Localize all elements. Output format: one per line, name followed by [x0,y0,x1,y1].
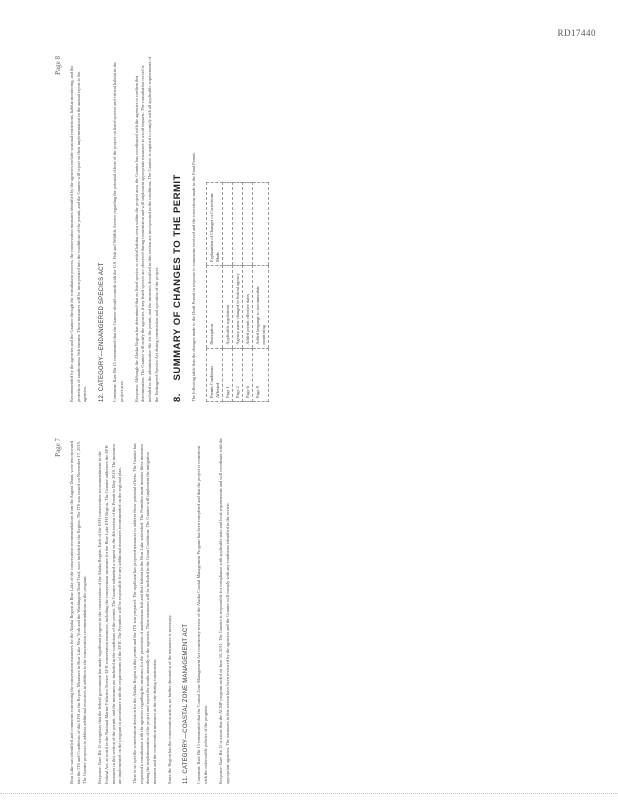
paragraph: Comment: Rare Bit 15 commented that the Grantee should consult with the U.S. Fish and Wildlife Service regarding the potential effects of the project on listed species and critical habitat in the project area. [112,62,124,402]
table-header-row [207,183,223,402]
table-row [243,183,253,402]
page-number: Page 7 [54,438,62,457]
paragraph: There is no specific conservation decision for the Alaska Region in this permit and the ITS was prepared. The applicant has proposed measures to address those potential effects. The Grantee has requested a consultation with the agencies regarding the measures for the protection of anadromous fish and their habitat in the Bear Lake watershed. The Permittee must monitor these measures during the implementation of the project and report the results annually to the agencies. These measures will be included in the Grant Conditions. The Grantee will implement the mitigation measures and the conservation measures at the site during construction. [131,443,158,784]
table-row [253,183,269,402]
paragraph: The following table lists the changes made to the Draft Permit in response to comments received and the corrections made in the Final Permit. [191,152,197,402]
rotated-page-spread [54,56,547,784]
table-cell: Agency name changed to federal agency [233,265,243,348]
table-cell: Added language to accommodate monitoring [253,265,269,348]
left-page [54,438,547,784]
table-row [233,183,243,402]
table-cell: Page 6 [243,348,253,401]
table-cell [253,183,269,266]
table-cell [233,183,243,266]
table-cell: Applicable regulations [223,265,233,348]
section-heading: 12. CATEGORY—ENDANGERED SPECIES ACT [99,262,106,402]
table-cell: Page 1 [223,348,233,401]
document-id: RD17440 [557,28,596,38]
right-page [54,56,547,402]
table-cell [243,183,253,266]
paragraph: Bear Lake was identified and comments concerning the conservation measures for the Alaska Region at Bear Lake of the conservation recommendations from the August Dunn, were incorporated into the ITS and Conditions of this EFH as the Report. Measures in Bear Lake New York and the Washington Road Trail, were included in the Region. The ITS was issued on November 17, 2019. The Grantee proposes to address additional resources in addition to the conservation recommendations in the program. [69,440,88,784]
table-header-cell: Description [207,265,223,348]
page-number: Page 8 [54,56,62,75]
changes-table [206,182,269,402]
section-heading: 11. CATEGORY—COASTAL ZONE MANAGEMENT ACT [183,623,190,784]
paragraph: Response: Rare Bit 15 is aware that the ACMP program ended on June 30, 2011. The Grantee is responsible for compliance with applicable state and local requirements and will coordinate with the appropriate agencies. The measures in this section have been reviewed by the agencies and the Grantee will comply with any conditions identified in the review. [217,438,230,784]
paragraph: Since the Region has the conservation action, no further discussion of the measures is necessary. [166,614,172,784]
table-cell: Page 2 [233,348,243,401]
table-cell [223,183,233,266]
paragraph: Recommended by the agencies and the Grantee through the consultation process, the conservation measures identified by the agencies include seasonal restrictions, habitat monitoring, and the protection of anadromous fish streams. These measures will be incorporated into the conditions of the permit, and the Grantee will report on their implementation in the annual report to the agencies. [69,65,88,402]
paragraph: Comment: Rare Bit 15 commented that the Coastal Zone Management Act consistency review of the Alaska Coastal Management Program has been completed and that the project is consistent with the enforceable policies of the program. [196,446,209,784]
paragraph: Response: Although the Alaska Region has determined that no listed species or critical habitat occur within the project area, the Grantee has coordinated with the agencies to confirm this determination. The Grantee will notify the agencies if any listed species are observed during construction and will implement appropriate measures to avoid impacts. The consultation record is included in the administrative file for the permit, and the measures described in this section are incorporated in the conditions. The Grantee is required to comply with all applicable requirements of the Endangered Species Act during construction and operation of the project. [133,56,159,402]
section-number: 8. [172,393,184,402]
summary-heading [172,56,183,402]
table-cell: Added permit effective dates [243,265,253,348]
paragraph: Response: Rare Bit 15 recognizes that the federal government has made significant progress in the conservation of the Alaska Region. Each of the EFH conservation recommendations in the Federal Act, as noted in the National Marine Fisheries Service EFH conservation measures, including the conservation measures for the Bear Lake EFH Region. The Grantee addresses the EFH measures in this section of the permit, and the measures are included in the conditions of the permit. The Grantee submitted a request on the 4th section of the Permit in May 2019. The measures are implemented on the program in accordance with the requirements of the EFH. The Permittee will be responsible for any additional measures recommended on the regional plan. [97,443,123,784]
bottom-dotted-edge [0,792,618,794]
table-cell: Page 8 [253,348,269,401]
section-title: SUMMARY OF CHANGES TO THE PERMIT [172,174,184,381]
table-header-cell: Explanation of Changes or Corrections Made [207,183,223,266]
table-row [223,183,233,402]
table-header-cell: Permit Conditions Affected [207,348,223,401]
